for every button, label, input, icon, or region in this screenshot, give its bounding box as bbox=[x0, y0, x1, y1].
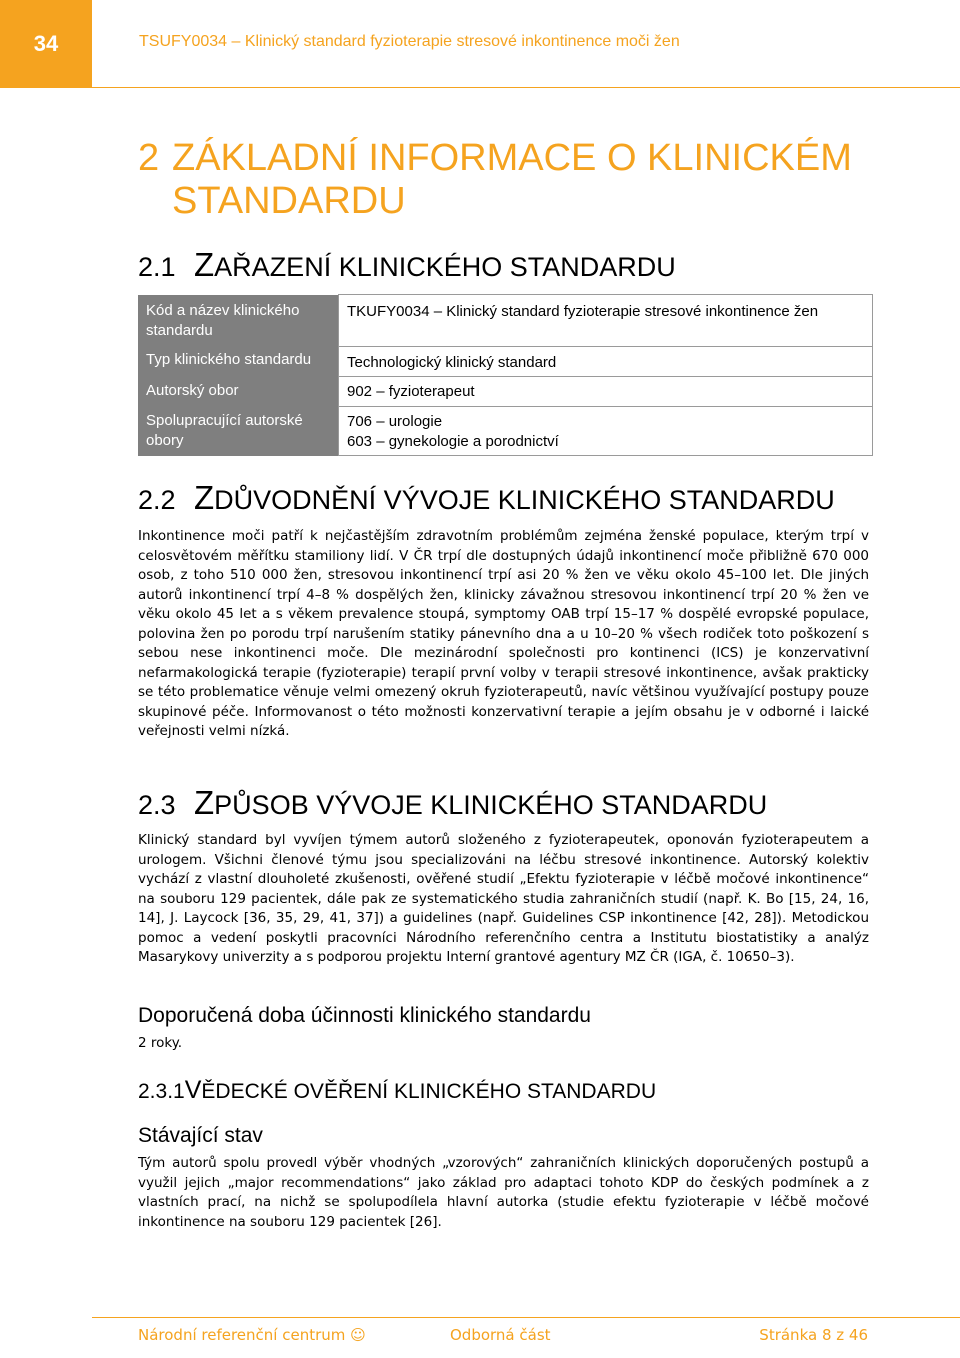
table-row bbox=[138, 377, 873, 407]
chapter-title-line2: STANDARDU bbox=[172, 180, 406, 222]
section-initial: Z bbox=[194, 784, 215, 821]
section-title: PŮSOB VÝVOJE KLINICKÉHO STANDARDU bbox=[214, 790, 768, 820]
row-value-line: 706 – urologie bbox=[347, 413, 443, 430]
section-number: 2.2 bbox=[138, 485, 176, 515]
section-heading-2-3-1 bbox=[138, 1076, 656, 1105]
section-title: ĚDECKÉ OVĚŘENÍ KLINICKÉHO STANDARDU bbox=[201, 1080, 657, 1103]
row-value bbox=[339, 407, 873, 456]
stav-paragraph: Tým autorů spolu provedl výběr vhodných „vzorových“ zahraničních klinických doporučených postupů a využil jejich „major recommendations“ jako základ pro adaptaci tohoto KDP do českých podmínek a z vlastních prací, na nichž se spolupodílela hlavní autorka (studie efektu fyzioterapie v léčbě močové inkontinence na souboru 129 pacientek [26]. bbox=[138, 1155, 869, 1230]
row-value: 902 – fyzioterapeut bbox=[339, 377, 873, 407]
section-number: 2.3.1 bbox=[138, 1080, 185, 1103]
section-number: 2.1 bbox=[138, 252, 176, 282]
stav-heading: Stávající stav bbox=[138, 1124, 263, 1147]
section-title: DŮVODNĚNÍ VÝVOJE KLINICKÉHO STANDARDU bbox=[214, 485, 835, 515]
doba-text: 2 roky. bbox=[138, 1035, 183, 1051]
table-row bbox=[138, 347, 873, 377]
row-value: Technologický klinický standard bbox=[339, 347, 873, 377]
section-title: AŘAZENÍ KLINICKÉHO STANDARDU bbox=[214, 252, 676, 282]
row-label: Typ klinického standardu bbox=[138, 347, 339, 377]
page-number-badge bbox=[0, 0, 92, 88]
row-label: Kód a název klinického standardu bbox=[138, 295, 339, 347]
chapter-title-line1: ZÁKLADNÍ INFORMACE O KLINICKÉM bbox=[172, 137, 852, 179]
chapter-number: 2 bbox=[138, 137, 160, 179]
doba-heading: Doporučená doba účinnosti klinického standardu bbox=[138, 1004, 591, 1027]
section-initial: Z bbox=[194, 246, 215, 283]
section-initial: V bbox=[184, 1076, 202, 1104]
section-heading-2-1 bbox=[138, 246, 676, 284]
row-label: Spolupracující autorské obory bbox=[138, 407, 339, 456]
footer-center: Odborná část bbox=[450, 1326, 551, 1344]
section-number: 2.3 bbox=[138, 790, 176, 820]
table-row bbox=[138, 295, 873, 347]
row-value: TKUFY0034 – Klinický standard fyzioterapie stresové inkontinence žen bbox=[339, 295, 873, 347]
section-2-2-paragraph: Inkontinence moči patří k nejčastějším zdravotním problémům zejména ženské populace, kterým trpí v celosvětovém měřítku stamiliony lidí. V ČR trpí dle dostupných údajů inkontinencí moče přibližně 670 000 osob, z toho 510 000 žen, stresovou inkontinencí trpí asi 20 % žen ve věku okolo 45–100 let. Dle jiných autorů inkontinencí trpí 4–8 % dospělých žen, klinicky závažnou stresovou inkontinencí trpí 20 % žen ve věku okolo 45 let a s věkem prevalence stoupá, symptomy OAB trpí 15–17 % dospělé evropské populace, polovina žen po porodu trpí narušením statiky pánevního dna a u 10–20 % všech rodiček toto poškození s sebou nese inkontinenci moče. Dle mezinárodní společnosti pro kontinenci (ICS) je konzervativní nefarmakologická terapie (fyzioterapie) terapií první volby v terapii stresové inkontinence, avšak prakticky se této problematice věnuje velmi omezený okruh fyzioterapeutů, navíc většinou využívající postupy pouze skupinové péče. Informovanost o této možnosti konzervativní terapie a jejím obsahu je v odborné i laické veřejnosti velmi nízká. bbox=[138, 528, 869, 739]
section-heading-2-2 bbox=[138, 479, 835, 517]
footer-page: Stránka 8 z 46 bbox=[759, 1326, 868, 1344]
standard-info-table bbox=[138, 294, 873, 456]
table-row bbox=[138, 407, 873, 456]
section-2-3-paragraph: Klinický standard byl vyvíjen týmem autorů složeného z fyzioterapeutek, oponován fyzioterapeutem a urologem. Všichni členové týmu jsou specializováni na léčbu stresové inkontinence. Autorský kolektiv vychází z vlastní dlouholeté zkušenosti, ověřené studií „Efektu fyzioterapie v léčbě močové inkontinence“ na souboru 129 pacientek, dále pak ze systematického studia zahraničních studií (např. K. Bo [15, 24, 16, 14], J. Laycock [36, 35, 29, 41, 37]) a guidelines (např. Guidelines CSP inkontinence [42, 28]). Metodickou pomoc a vedení poskytli pracovníci Národního referenčního centra a Institutu biostatistiky a analýz Masarykovy univerzity a s podporou projektu Interní grantové agentury MZ ČR (IGA, č. 10650–3). bbox=[138, 832, 869, 965]
section-initial: Z bbox=[194, 479, 215, 516]
chapter-heading bbox=[138, 137, 898, 223]
footer-rule bbox=[92, 1317, 960, 1318]
row-value-line: 603 – gynekologie a porodnictví bbox=[347, 433, 559, 450]
page-number: 34 bbox=[33, 31, 59, 56]
footer-left: Národní referenční centrum ☺ bbox=[138, 1326, 366, 1344]
section-heading-2-3 bbox=[138, 784, 767, 822]
row-label: Autorský obor bbox=[138, 377, 339, 407]
running-title: TSUFY0034 – Klinický standard fyzioterapie stresové inkontinence moči žen bbox=[139, 33, 680, 50]
